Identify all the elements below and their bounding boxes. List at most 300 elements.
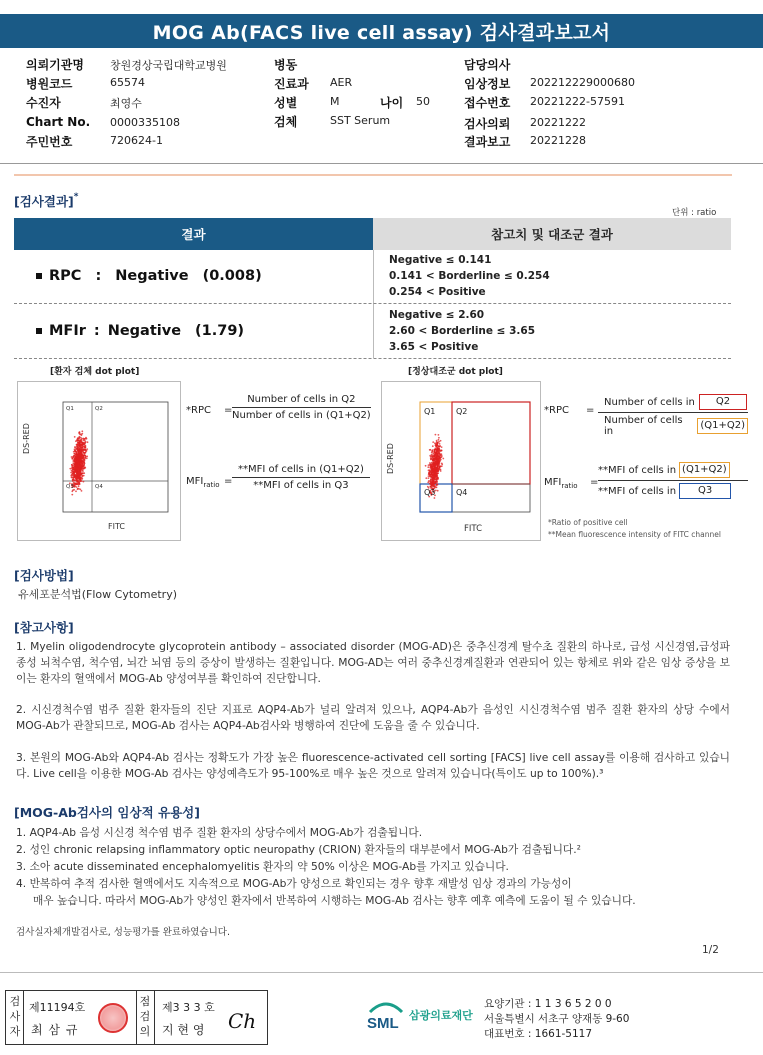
dot-mark bbox=[79, 457, 81, 459]
dot-mark bbox=[78, 439, 80, 441]
dot-mark bbox=[75, 463, 77, 465]
dot-mark bbox=[432, 451, 434, 453]
dot-mark bbox=[438, 437, 440, 439]
reference-line: 2.60 < Borderline ≤ 3.65 bbox=[389, 325, 536, 337]
dot-mark bbox=[75, 490, 77, 492]
dot-mark bbox=[72, 480, 74, 482]
dot-mark bbox=[78, 468, 80, 470]
result-colon: : bbox=[95, 268, 102, 284]
info-label: 성별 bbox=[274, 96, 298, 110]
dot-mark bbox=[84, 467, 86, 469]
dot-mark bbox=[75, 458, 77, 460]
role-char: 사 bbox=[9, 1010, 21, 1023]
fraction-denominator: Number of cells in (Q1+Q2) bbox=[232, 410, 371, 421]
patient-plot-svg bbox=[18, 382, 180, 540]
dot-mark bbox=[432, 445, 434, 447]
dot-mark bbox=[74, 436, 76, 438]
dot-mark bbox=[70, 472, 72, 474]
dot-mark bbox=[73, 472, 75, 474]
dot-mark bbox=[76, 486, 78, 488]
role-char: 검 bbox=[139, 1010, 151, 1023]
dot-mark bbox=[432, 459, 434, 461]
quadrant-label: Q4 bbox=[456, 488, 468, 497]
numerator-text: Number of cells in bbox=[604, 396, 695, 408]
role-char: 검 bbox=[9, 995, 21, 1008]
reference-line: 0.254 < Positive bbox=[389, 286, 486, 298]
dot-mark bbox=[74, 485, 76, 487]
inspector-name: 지 현 영 bbox=[162, 1023, 205, 1037]
clinical-title: [MOG-Ab검사의 임상적 유용성] bbox=[14, 805, 200, 820]
result-interpretation: Negative bbox=[107, 323, 182, 339]
dot-mark bbox=[439, 457, 441, 459]
bullet-icon bbox=[36, 273, 42, 279]
dot-mark bbox=[430, 471, 432, 473]
dot-mark bbox=[74, 450, 76, 452]
clinical-list bbox=[16, 824, 636, 909]
dot-mark bbox=[437, 490, 439, 492]
info-value: 20221222 bbox=[530, 116, 586, 129]
dot-mark bbox=[436, 481, 438, 483]
list-item: 2. 성인 chronic relapsing inflammatory optic neuropathy (CRION) 환자들의 대부분에서 MOG-Ab가 검출됩니다.² bbox=[16, 843, 581, 856]
reference-paragraph: 3. 본원의 MOG-Ab와 AQP4-Ab 검사는 정확도가 가장 높은 fluorescence-activated cell sorting [FACS] live cell assay를 이용해 검사하고 있습니다. Live cell을 이용한 MOG-Ab 검사는 양성예측도가 95-100%로 매우 높은 것으로 알려져 있습니다(특이도 up to 100%).³ bbox=[16, 751, 730, 780]
dot-mark bbox=[78, 466, 80, 468]
dot-mark bbox=[438, 461, 440, 463]
dot-mark bbox=[78, 485, 80, 487]
dot-mark bbox=[80, 473, 82, 475]
dot-mark bbox=[433, 461, 435, 463]
dot-mark bbox=[436, 467, 438, 469]
dot-mark bbox=[433, 454, 435, 456]
equals-sign: = bbox=[224, 405, 233, 416]
dot-mark bbox=[439, 443, 441, 445]
dot-mark bbox=[75, 483, 77, 485]
sml-logo-icon bbox=[366, 998, 406, 1032]
dot-mark bbox=[75, 468, 77, 470]
mfi-label-sub: ratio bbox=[561, 482, 578, 490]
dot-mark bbox=[85, 438, 87, 440]
dot-mark bbox=[439, 445, 441, 447]
divider bbox=[0, 972, 763, 973]
dot-mark bbox=[431, 456, 433, 458]
dot-mark bbox=[77, 480, 79, 482]
info-value: 0000335108 bbox=[110, 116, 180, 129]
dot-mark bbox=[429, 464, 431, 466]
dot-mark bbox=[71, 490, 73, 492]
list-item: 매우 높습니다. 따라서 MOG-Ab가 양성인 환자에서 반복하여 시행하는 MOG-Ab 검사는 향후 예후 예측에 도움이 될 수 있습니다. bbox=[16, 894, 636, 907]
dot-mark bbox=[438, 448, 440, 450]
handwritten-signature-icon: Ch bbox=[228, 1009, 257, 1033]
role-char: 의 bbox=[139, 1025, 151, 1038]
dot-mark bbox=[434, 478, 436, 480]
reference-title: [참고사항] bbox=[14, 620, 74, 635]
dot-mark bbox=[427, 466, 429, 468]
dot-mark bbox=[429, 449, 431, 451]
mfi-label-sub: ratio bbox=[203, 481, 220, 489]
patient-info bbox=[26, 56, 746, 156]
quadrant-label: Q3 bbox=[66, 484, 74, 490]
results-title-mark: * bbox=[73, 192, 79, 202]
info-label: 진료과 bbox=[274, 77, 309, 91]
table-divider bbox=[373, 250, 374, 358]
fraction-numerator bbox=[598, 462, 748, 481]
dot-mark bbox=[425, 477, 427, 479]
lab-address: 서울특별시 서초구 양재동 9-60 bbox=[484, 1013, 630, 1025]
dot-mark bbox=[440, 440, 442, 442]
dot-mark bbox=[82, 465, 84, 467]
dot-mark bbox=[80, 454, 82, 456]
reference-line: Negative ≤ 2.60 bbox=[389, 309, 485, 321]
dot-mark bbox=[428, 480, 430, 482]
dot-mark bbox=[81, 458, 83, 460]
dot-mark bbox=[78, 488, 80, 490]
info-value: 202212229000680 bbox=[530, 76, 635, 89]
results-header-left: 결과 bbox=[14, 218, 373, 250]
reference-mfir bbox=[389, 307, 535, 355]
mfi-formula-label bbox=[544, 477, 577, 490]
patient-plot-caption: [환자 검체 dot plot] bbox=[50, 367, 140, 377]
quadrant-label: Q1 bbox=[66, 406, 74, 412]
footnote-ratio: *Ratio of positive cell bbox=[548, 518, 628, 527]
control-plot-svg bbox=[382, 382, 540, 540]
info-label: 나이 bbox=[380, 96, 404, 110]
lab-name: 삼광의료재단 bbox=[409, 1009, 473, 1022]
dot-mark bbox=[434, 449, 436, 451]
equals-sign: = bbox=[224, 476, 233, 487]
dot-mark bbox=[72, 474, 74, 476]
validation-note: 검사실자체개발검사로, 성능평가를 완료하였습니다. bbox=[16, 927, 230, 938]
info-value: 720624-1 bbox=[110, 134, 163, 147]
dot-mark bbox=[74, 480, 76, 482]
dot-mark bbox=[436, 475, 438, 477]
info-value: 20221222-57591 bbox=[530, 95, 625, 108]
dot-mark bbox=[83, 481, 85, 483]
info-label: 의뢰기관명 bbox=[26, 58, 84, 72]
unit-note: 단위 : ratio bbox=[672, 208, 717, 218]
lab-logo bbox=[366, 998, 473, 1032]
y-axis-label: DS-RED bbox=[22, 423, 31, 454]
info-value: 20221228 bbox=[530, 134, 586, 147]
reference-line: 0.141 < Borderline ≤ 0.254 bbox=[389, 270, 550, 282]
dot-mark bbox=[434, 477, 436, 479]
dot-mark bbox=[77, 488, 79, 490]
info-value: 50 bbox=[416, 95, 430, 108]
quadrant-label: Q2 bbox=[456, 407, 468, 416]
reference-line: 3.65 < Positive bbox=[389, 341, 479, 353]
dot-mark bbox=[78, 449, 80, 451]
quadrant-label: Q4 bbox=[95, 484, 103, 490]
lab-code: 요양기관 : 1 1 3 6 5 2 0 0 bbox=[484, 998, 612, 1010]
dot-mark bbox=[71, 456, 73, 458]
dot-mark bbox=[76, 452, 78, 454]
dot-mark bbox=[435, 453, 437, 455]
signer-name: 최 삼 규 bbox=[31, 1023, 79, 1037]
result-value: (0.008) bbox=[202, 268, 262, 284]
dot-mark bbox=[439, 453, 441, 455]
dot-mark bbox=[430, 476, 432, 478]
result-rpc bbox=[36, 268, 262, 284]
info-label: 수진자 bbox=[26, 96, 61, 110]
q3-box-label: Q3 bbox=[679, 483, 731, 499]
dot-mark bbox=[81, 438, 83, 440]
results-title-text: [검사결과] bbox=[14, 194, 74, 209]
mfi-formula-label bbox=[186, 476, 219, 489]
info-value: 65574 bbox=[110, 76, 145, 89]
dot-mark bbox=[79, 475, 81, 477]
reference-rpc bbox=[389, 252, 550, 300]
dot-mark bbox=[81, 451, 83, 453]
dot-mark bbox=[435, 457, 437, 459]
result-name: RPC bbox=[49, 268, 82, 284]
dot-mark bbox=[437, 448, 439, 450]
info-value: SST Serum bbox=[330, 114, 391, 127]
mfi-fraction bbox=[232, 464, 370, 491]
dot-mark bbox=[81, 463, 83, 465]
reference-line: Negative ≤ 0.141 bbox=[389, 254, 492, 266]
dot-mark bbox=[434, 481, 436, 483]
denominator-text: Number of cells in bbox=[604, 415, 683, 437]
dot-mark bbox=[432, 485, 434, 487]
results-header-right: 참고치 및 대조군 결과 bbox=[373, 218, 731, 250]
dot-mark bbox=[74, 477, 76, 479]
info-label: 주민번호 bbox=[26, 135, 73, 149]
divider bbox=[0, 163, 763, 164]
role-char: 자 bbox=[9, 1025, 21, 1038]
dot-mark bbox=[81, 467, 83, 469]
signature-box bbox=[5, 990, 268, 1045]
dot-mark bbox=[71, 476, 73, 478]
role-char: 점 bbox=[139, 995, 151, 1008]
dot-mark bbox=[86, 450, 88, 452]
numerator-text: **MFI of cells in bbox=[598, 464, 677, 476]
dot-mark bbox=[435, 445, 437, 447]
dot-mark bbox=[76, 460, 78, 462]
denominator-text: **MFI of cells in bbox=[598, 485, 677, 497]
info-value: 창원경상국립대학교병원 bbox=[110, 59, 227, 72]
fraction-denominator bbox=[598, 413, 748, 437]
dot-mark bbox=[83, 443, 85, 445]
q2-box-label: Q2 bbox=[699, 394, 747, 410]
dot-mark bbox=[86, 448, 88, 450]
dot-mark bbox=[431, 484, 433, 486]
dot-mark bbox=[440, 454, 442, 456]
dot-mark bbox=[84, 454, 86, 456]
dot-mark bbox=[440, 470, 442, 472]
quadrant-label: Q2 bbox=[95, 406, 103, 412]
list-item: 3. 소아 acute disseminated encephalomyelitis 환자의 약 50% 이상은 MOG-Ab를 가지고 있습니다. bbox=[16, 860, 509, 873]
q1q2-box-label: (Q1+Q2) bbox=[697, 418, 748, 434]
report-title: MOG Ab(FACS live cell assay) 검사결과보고서 bbox=[0, 14, 763, 48]
dot-mark bbox=[436, 470, 438, 472]
official-seal-icon bbox=[98, 1003, 128, 1033]
row-divider bbox=[14, 303, 731, 304]
dot-mark bbox=[73, 455, 75, 457]
result-mfir bbox=[36, 323, 244, 339]
x-axis-label: FITC bbox=[108, 522, 125, 531]
dot-mark bbox=[83, 446, 85, 448]
dot-mark bbox=[434, 497, 436, 499]
dot-mark bbox=[441, 463, 443, 465]
dot-mark bbox=[428, 477, 430, 479]
dot-mark bbox=[87, 441, 89, 443]
dot-mark bbox=[434, 451, 436, 453]
dot-mark bbox=[433, 464, 435, 466]
fraction-numerator bbox=[598, 394, 748, 413]
dot-mark bbox=[437, 464, 439, 466]
inspector-role-vertical bbox=[138, 994, 152, 1039]
fraction-numerator: Number of cells in Q2 bbox=[232, 394, 371, 408]
dot-mark bbox=[71, 464, 73, 466]
dot-mark bbox=[434, 473, 436, 475]
dot-mark bbox=[438, 439, 440, 441]
dot-mark bbox=[438, 434, 440, 436]
rpc-formula-label: *RPC bbox=[186, 405, 211, 416]
x-axis-label: FITC bbox=[464, 524, 483, 534]
lab-phone: 대표번호 : 1661-5117 bbox=[484, 1028, 593, 1040]
dot-mark bbox=[431, 467, 433, 469]
dot-mark bbox=[441, 465, 443, 467]
rpc-formula-label: *RPC bbox=[544, 405, 569, 416]
info-label: 접수번호 bbox=[464, 96, 511, 110]
dot-mark bbox=[432, 482, 434, 484]
dot-mark bbox=[72, 460, 74, 462]
mfi-fraction-control bbox=[598, 462, 748, 499]
dot-mark bbox=[71, 467, 73, 469]
dot-mark bbox=[77, 437, 79, 439]
dot-mark bbox=[69, 468, 71, 470]
rpc-fraction-control bbox=[598, 394, 748, 437]
dot-mark bbox=[442, 458, 444, 460]
mfi-label-text: MFI bbox=[544, 477, 562, 488]
dot-mark bbox=[429, 455, 431, 457]
info-label: 담당의사 bbox=[464, 58, 511, 72]
patient-dot-plot bbox=[17, 381, 181, 541]
info-label: Chart No. bbox=[26, 115, 91, 129]
dot-mark bbox=[82, 469, 84, 471]
dot-mark bbox=[81, 490, 83, 492]
info-label: 병원코드 bbox=[26, 77, 73, 91]
dot-mark bbox=[82, 455, 84, 457]
dot-mark bbox=[81, 430, 83, 432]
dot-mark bbox=[79, 432, 81, 434]
dot-mark bbox=[81, 475, 83, 477]
dot-mark bbox=[436, 440, 438, 442]
control-dot-plot bbox=[381, 381, 541, 541]
reference-paragraph: 1. Myelin oligodendrocyte glycoprotein antibody – associated disorder (MOG-AD)은 중추신경계 탈수초 질환의 하나로, 급성 시신경염,급성파종성 뇌척수염, 척수염, 뇌간 뇌염 등의 증상이 발생하는 질환입니다. MOG-AD는 여러 중추신경계질환과 연관되어 있는 항체로 위와 같은 임상 증상을 보이는 환자의 혈액에서 MOG-Ab 양성여부를 확인하여 진단합니다. bbox=[16, 640, 731, 685]
dot-mark bbox=[441, 446, 443, 448]
dot-mark bbox=[437, 472, 439, 474]
info-label: 검사의뢰 bbox=[464, 117, 511, 131]
fraction-numerator: **MFI of cells in (Q1+Q2) bbox=[232, 464, 370, 478]
dot-mark bbox=[432, 454, 434, 456]
dot-mark bbox=[435, 434, 437, 436]
dot-mark bbox=[433, 456, 435, 458]
dot-mark bbox=[437, 450, 439, 452]
dot-mark bbox=[437, 453, 439, 455]
dot-mark bbox=[83, 462, 85, 464]
dot-mark bbox=[432, 463, 434, 465]
dot-mark bbox=[77, 484, 79, 486]
lab-info bbox=[484, 997, 629, 1042]
list-item: 1. AQP4-Ab 음성 시신경 척수염 범주 질환 환자의 상당수에서 MOG-Ab가 검출됩니다. bbox=[16, 826, 423, 839]
dot-mark bbox=[439, 468, 441, 470]
reference-paragraph: 2. 시신경척수염 범주 질환 환자들의 진단 지표로 AQP4-Ab가 널리 알려져 있으나, AQP4-Ab가 음성인 시신경척수염 범주 질환 환자의 상당 수에서 MOG-Ab가 관찰되므로, MOG-Ab 검사는 AQP4-Ab검사와 병행하여 진단에 도움을 줄 수 있습니다. bbox=[16, 703, 730, 732]
dot-mark bbox=[436, 486, 438, 488]
result-colon: : bbox=[93, 323, 100, 339]
info-value: 최영수 bbox=[110, 97, 142, 110]
results-section-title bbox=[14, 192, 78, 210]
dot-mark bbox=[71, 494, 73, 496]
dot-mark bbox=[425, 465, 427, 467]
method-title: [검사방법] bbox=[14, 568, 74, 583]
dot-mark bbox=[430, 459, 432, 461]
dot-mark bbox=[76, 448, 78, 450]
dot-mark bbox=[77, 474, 79, 476]
dot-mark bbox=[437, 442, 439, 444]
info-label: 결과보고 bbox=[464, 135, 511, 149]
mfi-label-text: MFI bbox=[186, 476, 204, 487]
dot-mark bbox=[71, 470, 73, 472]
dot-mark bbox=[80, 445, 82, 447]
footnote-mfi: **Mean fluorescence intensity of FITC channel bbox=[548, 530, 721, 539]
fraction-denominator: **MFI of cells in Q3 bbox=[253, 480, 349, 491]
result-interpretation: Negative bbox=[115, 268, 189, 284]
dot-mark bbox=[437, 484, 439, 486]
dot-mark bbox=[84, 449, 86, 451]
q1q2-box-label: (Q1+Q2) bbox=[679, 462, 730, 478]
info-label: 검체 bbox=[274, 115, 298, 129]
y-axis-label: DS-RED bbox=[386, 443, 395, 474]
dot-mark bbox=[431, 474, 433, 476]
inspector-id: 제3 3 3 호 bbox=[162, 1001, 215, 1014]
info-label: 임상정보 bbox=[464, 77, 511, 91]
page-number: 1/2 bbox=[702, 944, 719, 956]
equals-sign: = bbox=[586, 405, 595, 416]
list-item: 4. 반복하여 추적 검사한 혈액에서도 지속적으로 MOG-Ab가 양성으로 확인되는 경우 향후 재발성 임상 경과의 가능성이 bbox=[16, 877, 572, 890]
equals-sign: = bbox=[590, 477, 599, 488]
divider bbox=[14, 174, 732, 176]
dot-mark bbox=[73, 466, 75, 468]
dot-mark bbox=[438, 458, 440, 460]
dot-mark bbox=[77, 457, 79, 459]
dot-mark bbox=[76, 464, 78, 466]
dot-mark bbox=[78, 477, 80, 479]
fraction-denominator bbox=[598, 481, 748, 499]
dot-mark bbox=[80, 480, 82, 482]
dot-mark bbox=[433, 469, 435, 471]
method-text: 유세포분석법(Flow Cytometry) bbox=[18, 588, 178, 601]
dot-mark bbox=[440, 450, 442, 452]
logo-text: SML bbox=[367, 1015, 399, 1032]
dot-mark bbox=[429, 480, 431, 482]
dot-mark bbox=[76, 471, 78, 473]
result-value: (1.79) bbox=[195, 323, 245, 339]
dot-mark bbox=[78, 453, 80, 455]
dot-mark bbox=[429, 469, 431, 471]
dot-mark bbox=[436, 456, 438, 458]
info-value: M bbox=[330, 95, 340, 108]
signer-role-vertical bbox=[8, 994, 22, 1039]
dot-mark bbox=[80, 471, 82, 473]
quadrant-label: Q3 bbox=[424, 488, 436, 497]
quadrant-label: Q1 bbox=[424, 407, 436, 416]
rpc-fraction bbox=[232, 394, 371, 421]
row-divider bbox=[14, 358, 731, 359]
info-value: AER bbox=[330, 76, 353, 89]
info-label: 병동 bbox=[274, 58, 298, 72]
dot-mark bbox=[86, 457, 88, 459]
bullet-icon bbox=[36, 328, 42, 334]
signer-id: 제11194호 bbox=[29, 1001, 86, 1014]
